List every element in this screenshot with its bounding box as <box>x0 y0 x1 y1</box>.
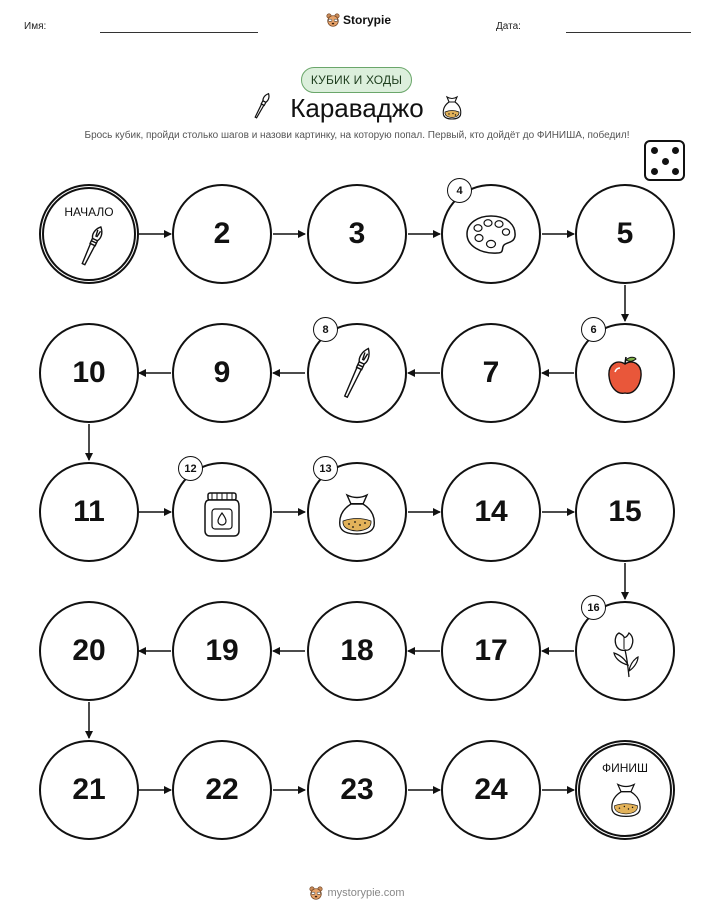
game-type-badge: КУБИК И ХОДЫ <box>301 67 412 93</box>
board-cell[interactable] <box>39 740 139 840</box>
cell-number: 7 <box>482 356 500 389</box>
cell-number: 20 <box>72 634 106 667</box>
paintbrush-icon <box>340 343 374 403</box>
footer-site-link[interactable]: mystorypie.com <box>327 887 405 899</box>
date-label: Дата: <box>496 21 521 32</box>
apple-icon <box>605 354 645 398</box>
cell-number: 14 <box>474 495 508 528</box>
board-cell[interactable] <box>441 462 541 562</box>
board-cell[interactable] <box>575 462 675 562</box>
cell-number: 9 <box>213 356 231 389</box>
cell-number-tag: 8 <box>313 317 338 342</box>
board-cell[interactable] <box>307 740 407 840</box>
cell-number: 18 <box>340 634 374 667</box>
board-cell[interactable] <box>307 462 407 562</box>
cell-number: 17 <box>474 634 508 667</box>
page-title: Караваджо <box>290 93 424 123</box>
start-cell[interactable] <box>39 184 139 284</box>
flower-icon <box>605 625 645 681</box>
board-cell[interactable] <box>307 184 407 284</box>
cell-number: 24 <box>474 773 508 806</box>
cell-number-tag: 16 <box>581 595 606 620</box>
board-cell[interactable] <box>172 740 272 840</box>
cell-number: 3 <box>348 217 366 250</box>
board-cell[interactable] <box>575 323 675 423</box>
cell-number: 5 <box>616 217 634 250</box>
board-cell[interactable] <box>441 323 541 423</box>
paint-jar-icon <box>202 489 242 539</box>
bear-mascot-icon <box>309 886 323 900</box>
palette-icon <box>463 212 519 256</box>
board-cell[interactable] <box>39 323 139 423</box>
footer <box>0 886 714 900</box>
paintbrush-icon <box>74 223 110 269</box>
cell-number: 21 <box>72 773 106 806</box>
cell-number: 22 <box>205 773 239 806</box>
board-cell[interactable] <box>172 601 272 701</box>
cell-number-tag: 4 <box>447 178 472 203</box>
cell-number: 23 <box>340 773 374 806</box>
cell-number: 15 <box>608 495 642 528</box>
board-cell[interactable] <box>575 601 675 701</box>
cell-number: 19 <box>205 634 239 667</box>
cell-number-tag: 6 <box>581 317 606 342</box>
cell-number: 2 <box>213 217 231 250</box>
cell-number-tag: 12 <box>178 456 203 481</box>
start-label: НАЧАЛО <box>64 205 114 219</box>
board-cell[interactable] <box>441 184 541 284</box>
pigment-bag-icon <box>608 779 644 821</box>
board-cell[interactable] <box>307 323 407 423</box>
name-label: Имя: <box>24 21 47 32</box>
brand-name: Storypie <box>343 13 392 27</box>
board-cell[interactable] <box>172 184 272 284</box>
cell-number: 10 <box>72 356 106 389</box>
board-cell[interactable] <box>575 184 675 284</box>
cell-number: 11 <box>73 495 105 528</box>
finish-cell[interactable] <box>575 740 675 840</box>
finish-label: ФИНИШ <box>601 761 649 775</box>
pigment-bag-icon <box>335 489 379 539</box>
cell-number-tag: 13 <box>313 456 338 481</box>
board-cell[interactable] <box>441 601 541 701</box>
board-cell[interactable] <box>307 601 407 701</box>
instructions-text: Брось кубик, пройди столько шагов и назови картинку, на которую попал. Первый, кто дойдёт до ФИНИША, победил! <box>84 130 630 141</box>
board-cell[interactable] <box>172 323 272 423</box>
board-cell[interactable] <box>39 462 139 562</box>
board-cell[interactable] <box>39 601 139 701</box>
board-cell[interactable] <box>441 740 541 840</box>
board-cell[interactable] <box>172 462 272 562</box>
